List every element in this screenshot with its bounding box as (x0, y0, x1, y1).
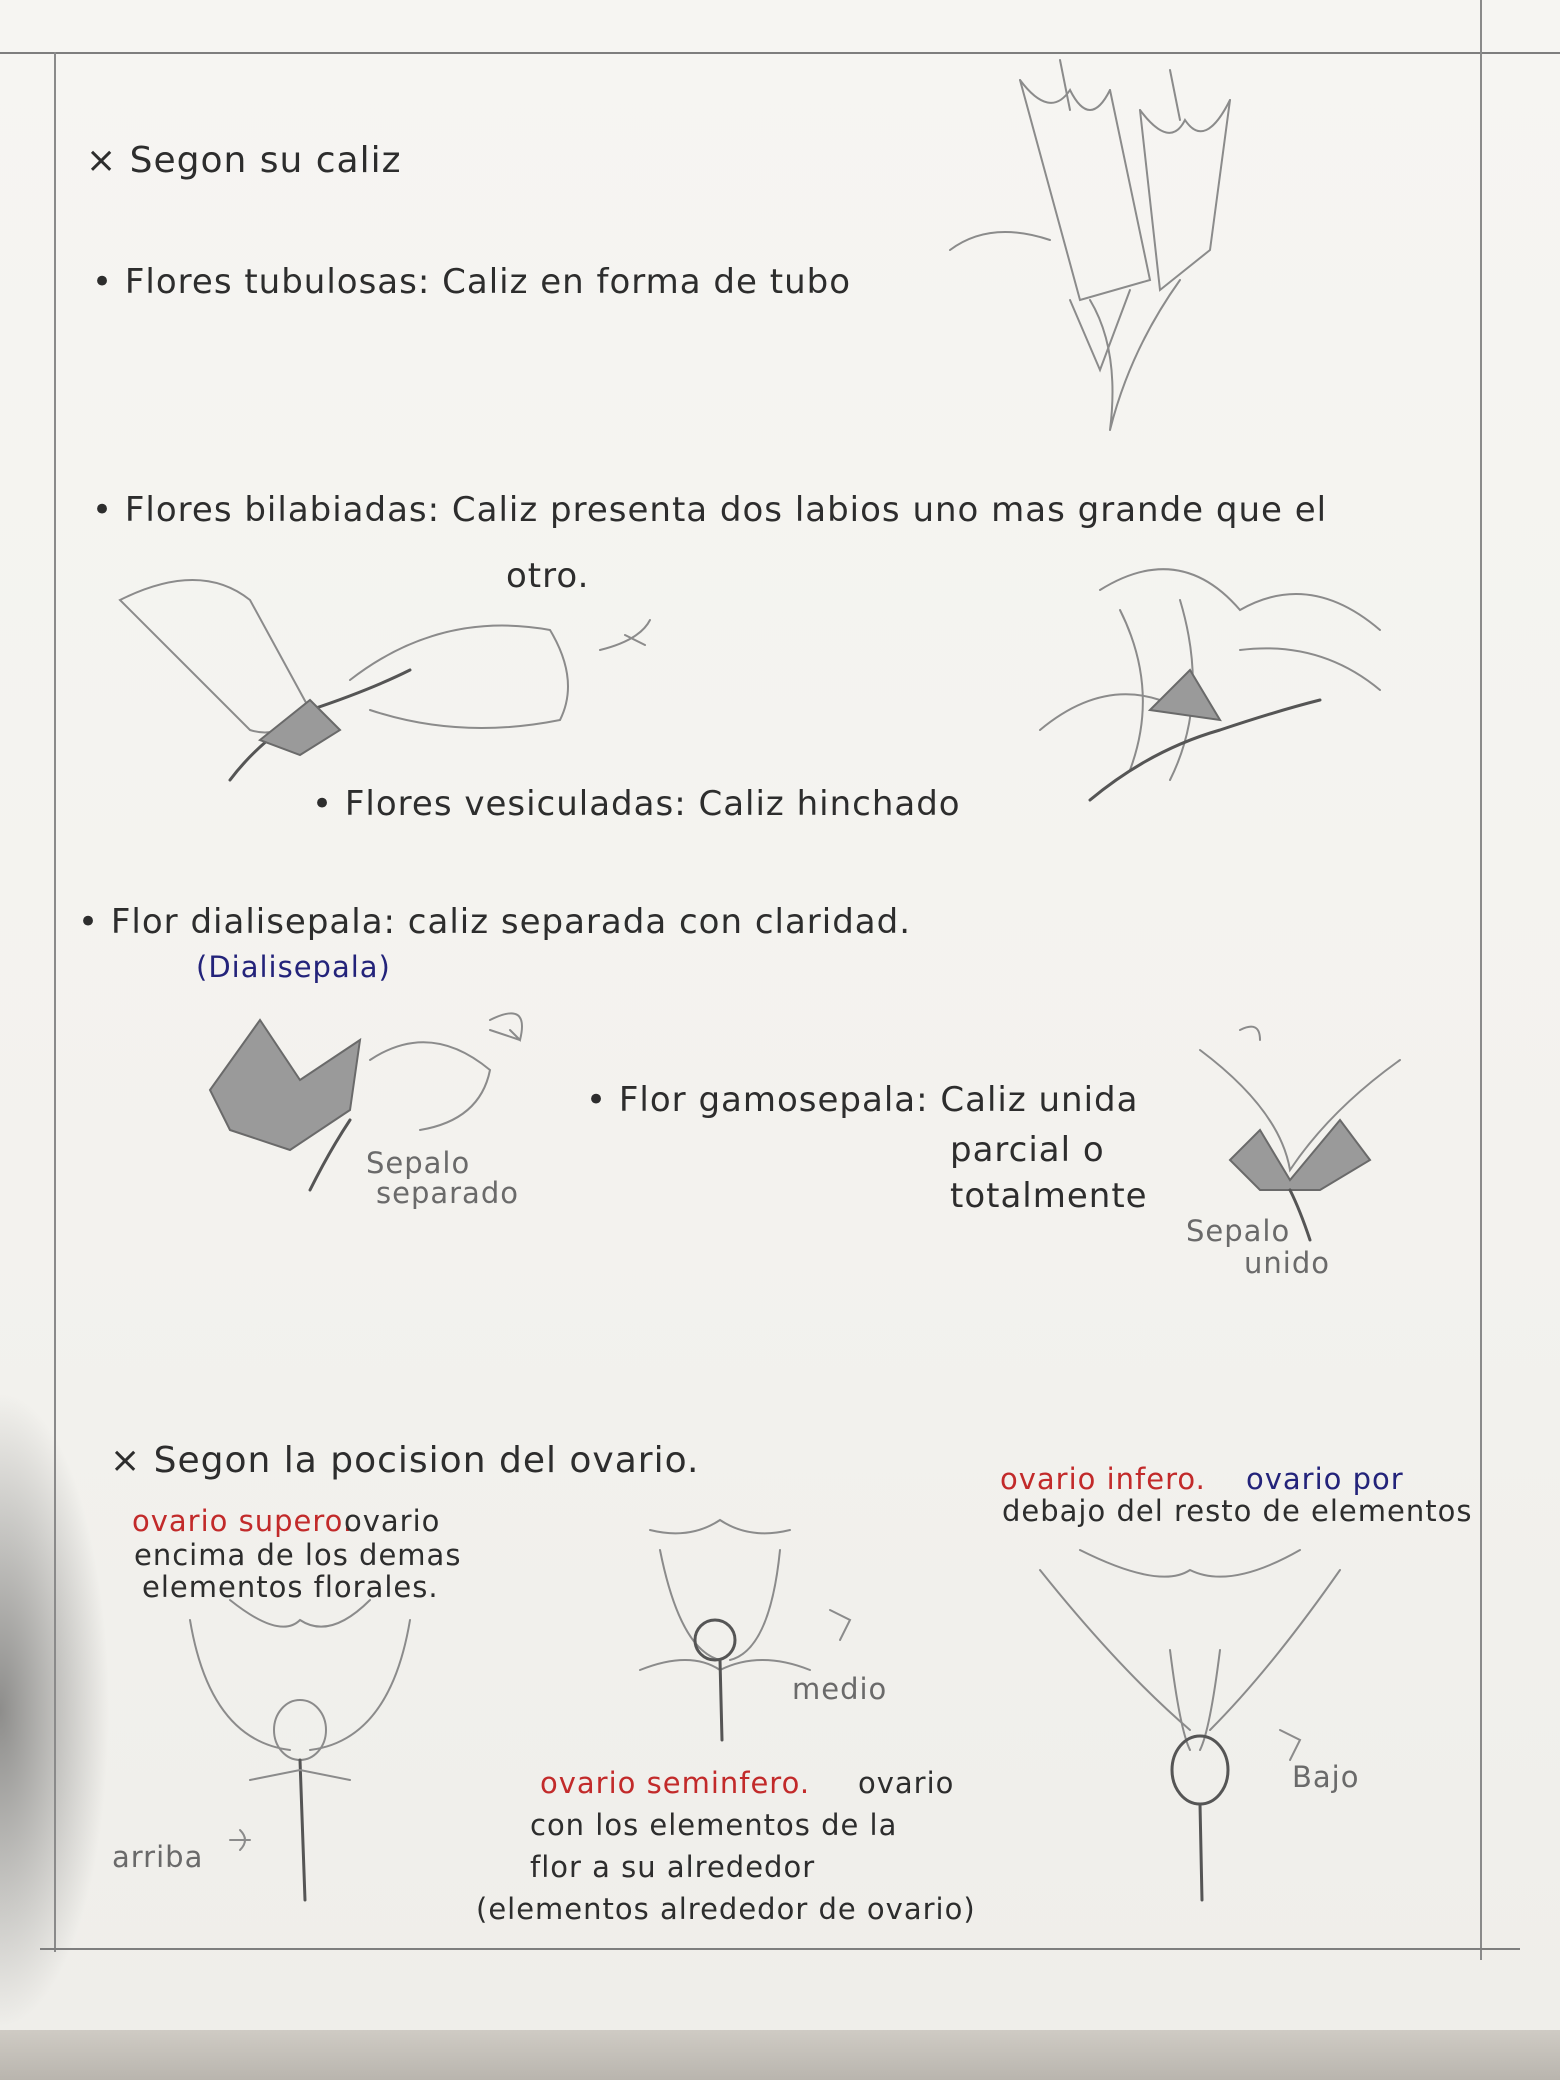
supero-term: ovario supero. (132, 1504, 354, 1538)
page-border-bottom (40, 1948, 1520, 1950)
dialisepala-note: (Dialisepala) (196, 950, 391, 984)
infero-desc2: debajo del resto de elementos (1002, 1494, 1473, 1528)
gamosepala-line2: parcial o (950, 1130, 1105, 1170)
supero-desc2: encima de los demas (134, 1538, 462, 1572)
medio-label: medio (792, 1672, 888, 1706)
vesiculadas-line: • Flores vesiculadas: Caliz hinchado (312, 784, 961, 824)
inferior-ovary-sketch (1020, 1530, 1380, 1910)
gamosepalous-flower-sketch (1160, 1010, 1440, 1230)
dialisepalous-flower-sketch (150, 980, 570, 1200)
calyx-heading: × Segon su caliz (86, 140, 402, 181)
gamosepala-line1: • Flor gamosepala: Caliz unida (586, 1080, 1139, 1120)
seminfero-desc3: flor a su alrededor (530, 1850, 816, 1884)
sepalo-unido-label2: unido (1244, 1246, 1330, 1280)
supero-desc1: ovario (344, 1504, 441, 1538)
half-inferior-ovary-sketch (610, 1510, 870, 1740)
seminfero-desc1: ovario (858, 1766, 955, 1800)
page-border-right (1480, 0, 1482, 1960)
page-border-left (54, 52, 56, 1952)
bajo-label: Bajo (1292, 1760, 1360, 1794)
bilabiadas-line1: • Flores bilabiadas: Caliz presenta dos labios uno mas grande que el (92, 490, 1328, 530)
dialisepala-line: • Flor dialisepala: caliz separada con claridad. (78, 902, 912, 942)
sepalo-unido-label1: Sepalo (1186, 1214, 1291, 1248)
tubulosas-line: • Flores tubulosas: Caliz en forma de tubo (92, 262, 852, 302)
vesiculate-flower-sketch (980, 530, 1420, 820)
bilabiadas-line2: otro. (506, 556, 590, 596)
infero-desc1: ovario por (1246, 1462, 1404, 1496)
sepalo-separado-label1: Sepalo (366, 1146, 471, 1180)
seminfero-desc4: (elementos alrededor de ovario) (476, 1892, 976, 1926)
gamosepala-line3: totalmente (950, 1176, 1148, 1216)
arriba-label: arriba (112, 1840, 204, 1874)
sepalo-separado-label2: separado (376, 1176, 519, 1210)
superior-ovary-sketch (170, 1580, 450, 1920)
bilabiate-flower-sketch (80, 540, 680, 800)
seminfero-term: ovario seminfero. (540, 1766, 811, 1800)
infero-term: ovario infero. (1000, 1462, 1206, 1496)
table-surface (0, 2030, 1560, 2080)
seminfero-desc2: con los elementos de la (530, 1808, 898, 1842)
ovary-heading: × Segon la pocision del ovario. (110, 1440, 700, 1481)
tubular-flower-sketch (960, 50, 1380, 430)
supero-desc3: elementos florales. (142, 1570, 439, 1604)
